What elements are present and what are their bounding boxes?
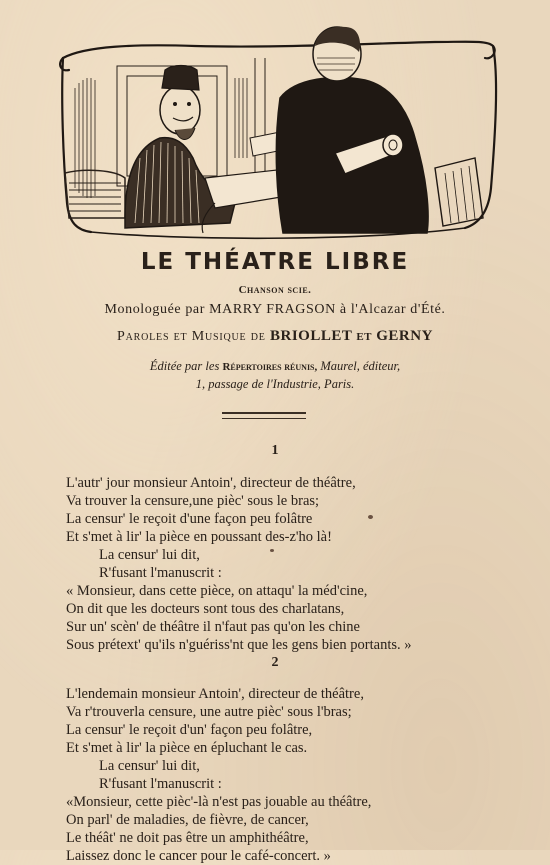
verse-line: L'lendemain monsieur Antoin', directeur de théâtre,	[66, 686, 364, 702]
engraving-illustration	[55, 18, 500, 243]
publisher-line-2: 1, passage de l'Industrie, Paris.	[195, 377, 355, 391]
stanza-2	[66, 685, 371, 865]
publisher-caps: Répertoires réunis,	[222, 361, 318, 373]
publisher-pre: Éditée par les	[149, 359, 223, 373]
stanza-1	[66, 474, 412, 654]
verse-line: Va r'trouverla censure, une autre pièc' sous l'bras;	[66, 704, 352, 720]
paper-speck	[368, 515, 373, 519]
verse-line: « Monsieur, dans cette pièce, on attaqu' la méd'cine,	[66, 583, 368, 599]
stanza-number: 2	[271, 655, 279, 670]
verse-line: La censur' lui dit,	[99, 758, 200, 774]
verse-line: L'autr' jour monsieur Antoin', directeur de théâtre,	[66, 475, 356, 491]
publisher-post: Maurel, éditeur,	[317, 359, 401, 373]
verse-line: Sous prétext' qu'ils n'guériss'nt que les gens bien portants. »	[66, 637, 412, 653]
verse-line: R'fusant l'manuscrit :	[99, 776, 222, 792]
stanza-number: 1	[271, 443, 279, 458]
verse-line: La censur' le reçoit d'une façon peu folâtre	[66, 511, 313, 527]
verse-line: On parl' de maladies, de fièvre, de cancer,	[66, 812, 309, 828]
song-title: LE THÉATRE LIBRE	[140, 249, 410, 275]
credits-prefix: Paroles et Musique de	[117, 329, 270, 344]
verse-line: Et s'met à lir' la pièce en poussant des-z'ho là!	[66, 529, 332, 545]
verse-line: La censur' lui dit,	[99, 547, 200, 563]
credits-line	[0, 328, 550, 345]
verse-line: R'fusant l'manuscrit :	[99, 565, 222, 581]
verse-line: Sur un' scèn' de théâtre il n'faut pas qu'on les chine	[66, 619, 360, 635]
verse-line: On dit que les docteurs sont tous des charlatans,	[66, 601, 345, 617]
divider-rule	[222, 412, 306, 419]
verse-line: La censur' le reçoit d'un' façon peu folâtre,	[66, 722, 313, 738]
song-subtitle: Chanson scie.	[238, 284, 312, 296]
publisher-block	[0, 358, 550, 393]
verse-line: Va trouver la censure,une pièc' sous le bras;	[66, 493, 320, 509]
performer-line: Monologuée par MARRY FRAGSON à l'Alcazar d'Été.	[104, 302, 446, 317]
paper-speck	[270, 549, 274, 552]
publisher-line-1	[0, 358, 550, 376]
credits-authors: BRIOLLET et GERNY	[270, 328, 433, 344]
verse-line: «Monsieur, cette pièc'-là n'est pas jouable au théâtre,	[66, 794, 372, 810]
verse-line: Laissez donc le cancer pour le café-concert. »	[66, 848, 331, 864]
verse-line: Le théât' ne doit pas être un amphithéâtre,	[66, 830, 309, 846]
verse-line: Et s'met à lir' la pièce en épluchant le cas.	[66, 740, 308, 756]
